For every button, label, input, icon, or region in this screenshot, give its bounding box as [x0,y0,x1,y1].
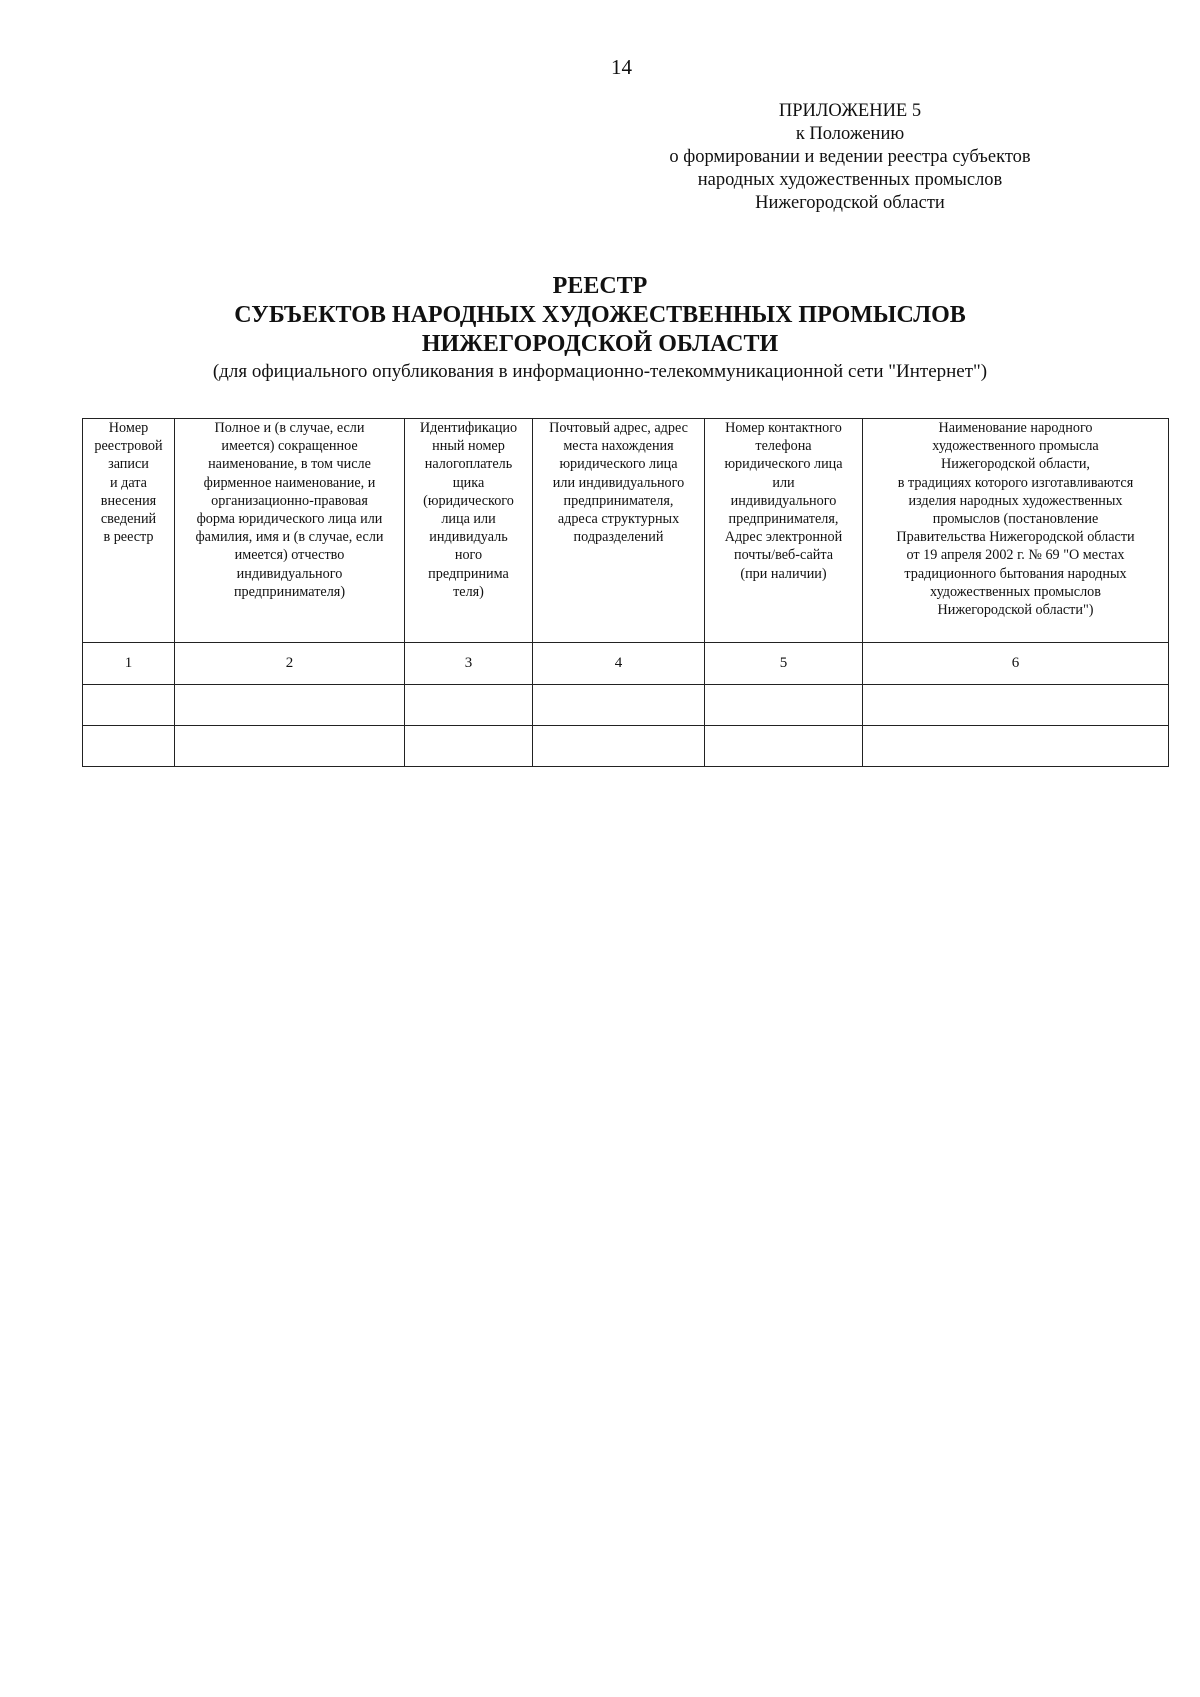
header-line: Номер [108,420,149,436]
empty-cell [533,726,705,767]
header-line: художественного промысла [932,438,1099,455]
appendix-line: народных художественных промыслов [697,170,1003,190]
header-line: предпринимателя) [233,583,346,600]
title-line-3: НИЖЕГОРОДСКОЙ ОБЛАСТИ [421,331,779,357]
empty-cell [533,685,705,726]
header-line: налогоплатель [424,456,513,473]
column-number-cell: 2 [175,643,405,685]
header-line: форма юридического лица или [196,511,383,528]
empty-cell [83,685,175,726]
header-cell-inn [405,419,533,643]
header-cell-craft-name [863,419,1169,643]
header-line: от 19 апреля 2002 г. № 69 "О местах [906,547,1125,564]
header-cell-postal-address [533,419,705,643]
header-line: ного [454,547,483,564]
title-line-1: РЕЕСТР [552,273,648,299]
header-line: реестровой [94,438,163,455]
header-line: фамилия, имя и (в случае, если [195,529,384,546]
header-line: изделия народных художественных [908,492,1123,509]
title-line-2: СУБЪЕКТОВ НАРОДНЫХ ХУДОЖЕСТВЕННЫХ ПРОМЫСЛОВ [234,302,966,328]
header-line: или индивидуального [552,474,685,491]
empty-cell [863,726,1169,767]
appendix-line: Нижегородской области [755,193,945,213]
header-cell-full-name [175,419,405,643]
appendix-line: ПРИЛОЖЕНИЕ 5 [778,101,922,121]
header-line: (при наличии) [740,565,827,582]
appendix-line: к Положению [795,124,905,144]
appendix-line: о формировании и ведении реестра субъектов [669,147,1031,167]
header-line: предпринима [428,565,509,582]
column-number-cell: 3 [405,643,533,685]
empty-cell [175,726,405,767]
table-row [83,685,1169,726]
empty-cell [405,685,533,726]
header-line: имеется) сокращенное [221,438,358,455]
header-line: адреса структурных [557,511,680,528]
column-number-cell: 5 [705,643,863,685]
column-number-cell: 1 [83,643,175,685]
header-line: наименование, в том числе [208,456,371,473]
header-line: в реестр [103,529,154,546]
header-line: Полное и (в случае, если [214,420,365,436]
header-line: имеется) отчество [234,547,345,564]
header-line: нный номер [432,438,505,455]
header-line: Номер контактного [725,420,842,436]
header-line: юридического лица [559,456,678,473]
header-line: щика [452,474,485,491]
header-cell-contacts [705,419,863,643]
empty-cell [705,726,863,767]
header-line: индивидуаль [429,529,508,546]
header-line: предпринимателя, [728,511,839,528]
page-number: 14 [611,55,632,79]
header-line: Нижегородской области") [937,602,1094,619]
header-line: Почтовый адрес, адрес [549,420,688,436]
header-line: лица или [441,511,496,528]
empty-cell [405,726,533,767]
table-header-row [83,419,1169,643]
header-line: сведений [100,511,157,528]
header-cell-record-number [83,419,175,643]
header-line: индивидуального [730,492,837,509]
header-line: традиционного бытования народных [904,565,1127,582]
column-number-row [83,643,1169,685]
header-line: юридического лица [724,456,843,473]
header-line: предпринимателя, [563,492,674,509]
column-number-cell: 6 [863,643,1169,685]
header-line: фирменное наименование, и [203,474,376,491]
table-row [83,726,1169,767]
title-subtitle: (для официального опубликования в информационно-телекоммуникационной сети "Интернет") [212,361,988,382]
header-line: Идентификацио [419,420,518,436]
empty-cell [705,685,863,726]
header-line: в традициях которого изготавливаются [897,474,1134,491]
header-line: записи [108,456,149,473]
appendix-block [640,100,1060,215]
header-line: Правительства Нижегородской области [896,529,1135,546]
column-number-cell: 4 [533,643,705,685]
header-line: почты/веб-сайта [733,547,833,564]
header-line: художественных промыслов [930,583,1101,600]
header-line: внесения [100,492,157,509]
header-line: Адрес электронной [724,529,843,546]
header-line: подразделений [573,529,664,546]
empty-cell [83,726,175,767]
empty-cell [863,685,1169,726]
header-line: и дата [110,474,147,491]
header-line: организационно-правовая [211,492,368,509]
header-line: промыслов (постановление [932,511,1099,528]
header-line: телефона [755,438,812,455]
empty-cell [175,685,405,726]
header-line: теля) [453,583,484,600]
header-line: или [772,474,795,491]
header-line: Нижегородской области, [941,456,1090,473]
header-line: (юридического [423,492,514,509]
registry-table [82,418,1169,767]
header-line: индивидуального [236,565,343,582]
document-title [0,272,1200,384]
header-line: Наименование народного [938,420,1093,436]
header-line: места нахождения [563,438,674,455]
